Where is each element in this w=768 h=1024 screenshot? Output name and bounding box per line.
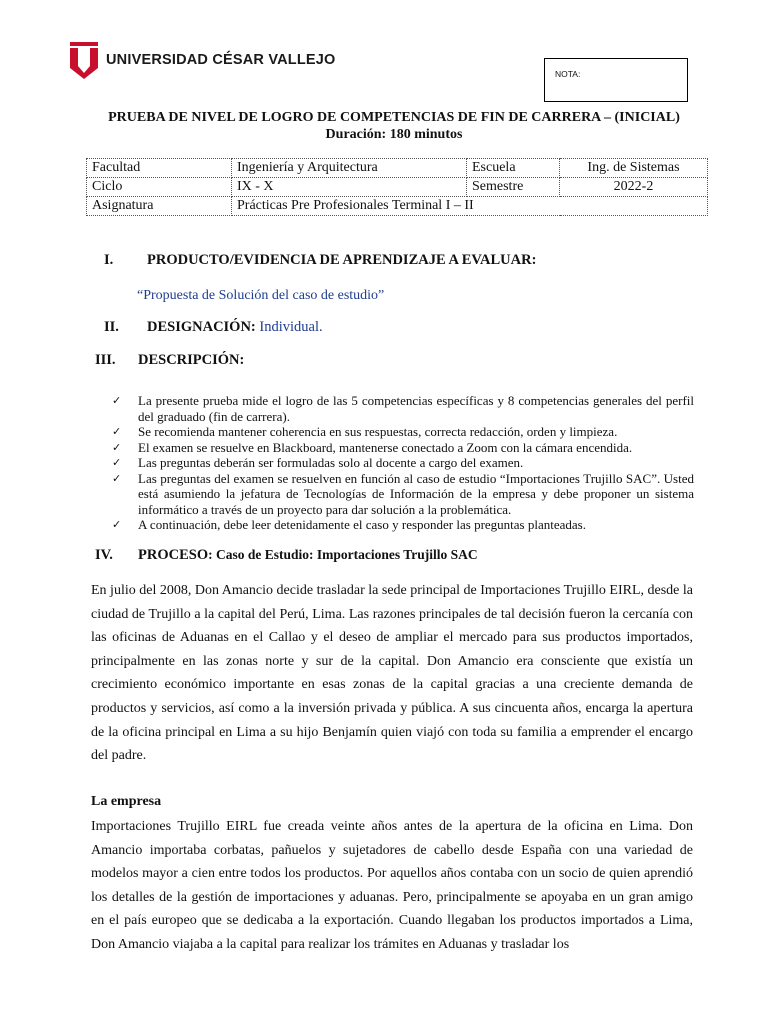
checkmark-icon: ✓	[112, 425, 122, 438]
table-cell: Ing. de Sistemas	[560, 159, 708, 178]
table-cell: Asignatura	[87, 197, 232, 216]
table-cell: Ingeniería y Arquitectura	[232, 159, 467, 178]
section-title-line	[147, 319, 323, 336]
section-title: PRODUCTO/EVIDENCIA DE APRENDIZAJE A EVALUAR:	[147, 252, 537, 268]
table-row	[87, 197, 708, 216]
table-row	[87, 178, 708, 197]
case-paragraph: En julio del 2008, Don Amancio decide trasladar la sede principal de Importaciones Trujillo EIRL, desde la ciudad de Trujillo a la capital del Perú, Lima. Las razones principales de tal decisión fueron la cercanía con las oficinas de Aduanas en el Callao y el deseo de ampliar el mercado para sus productos importados, principalmente en las zonas norte y sur de la capital. Don Amancio era consciente que existía un crecimiento económico importante en esas zonas de la capital gracias a una creciente demanda de productos y servicios, así como a la inversión privada y pública. A sus cincuenta años, encarga la apertura de la oficina principal en Lima a su hijo Benjamín quien viajó con toda su familia a emprender el encargo del padre.	[91, 583, 693, 764]
list-item-text: Las preguntas deberán ser formuladas solo al docente a cargo del examen.	[138, 455, 524, 470]
list-item	[110, 517, 694, 533]
table-cell: Facultad	[87, 159, 232, 178]
list-item	[110, 424, 694, 440]
university-name: UNIVERSIDAD CÉSAR VALLEJO	[106, 52, 336, 68]
table-cell: 2022-2	[560, 178, 708, 197]
exam-duration: Duración: 180 minutos	[325, 127, 463, 142]
list-item-text: Se recomienda mantener coherencia en sus respuestas, correcta redacción, orden y limpieza.	[138, 424, 618, 439]
section-number: IV.	[95, 547, 113, 563]
list-item-text: Las preguntas del examen se resuelven en función al caso de estudio “Importaciones Trujillo SAC”. Usted está asumiendo la jefatura de Tecnologías de Información de la empresa y debe proponer un sistema informático a través de un proyecto para dar solución a la problemática.	[138, 470, 694, 517]
section-title-line	[138, 547, 478, 564]
list-item	[110, 471, 694, 518]
company-paragraph: Importaciones Trujillo EIRL fue creada veinte años antes de la apertura de la oficina en Lima. Don Amancio importaba corbatas, pañuelos y sujetadores de cabello desde España con una variedad de modelos mayor a cien entre todos los productos. Por aquellos años contaba con un socio de quien aprendió los detalles de la gestión de importaciones y aduanas. Pero, principalmente se apoyaba en un gran amigo en el país europeo que se dedicaba a la exportación. Cuando llegaban los productos importados a Lima, Don Amancio viajaba a la capital para realizar los trámites en Aduanas y trasladar los	[91, 819, 693, 952]
grade-label: NOTA:	[555, 69, 581, 79]
product-quote: “Propuesta de Solución del caso de estudio”	[137, 288, 385, 303]
checkmark-icon: ✓	[112, 440, 122, 454]
checkmark-icon: ✓	[112, 518, 122, 531]
section-title: DESIGNACIÓN:	[147, 319, 256, 335]
section-number: I.	[104, 252, 114, 268]
designation-value: Individual.	[259, 319, 323, 335]
grade-box	[544, 58, 688, 102]
section-number: II.	[104, 319, 119, 335]
company-heading: La empresa	[91, 794, 162, 809]
table-cell: Prácticas Pre Profesionales Terminal I – II	[232, 197, 708, 216]
table-cell: Escuela	[467, 159, 560, 178]
section-title: PROCESO	[138, 547, 209, 563]
university-logo	[68, 40, 336, 80]
list-item	[110, 455, 694, 471]
list-item	[110, 440, 694, 456]
list-item-text: La presente prueba mide el logro de las 5 competencias específicas y 8 competencias generales del perfil del graduado (fin de carrera).	[138, 393, 694, 424]
university-shield-icon	[68, 40, 100, 80]
list-item	[110, 393, 694, 424]
list-item-text: A continuación, debe leer detenidamente el caso y responder las preguntas planteadas.	[138, 517, 586, 532]
table-cell: Semestre	[467, 178, 560, 197]
course-info-table	[86, 158, 708, 216]
table-row	[87, 159, 708, 178]
exam-title: PRUEBA DE NIVEL DE LOGRO DE COMPETENCIAS DE FIN DE CARRERA – (INICIAL)	[108, 110, 680, 125]
section-title: DESCRIPCIÓN:	[138, 352, 245, 368]
checkmark-icon: ✓	[112, 471, 122, 485]
checkmark-icon: ✓	[112, 394, 122, 407]
section-number: III.	[95, 352, 116, 368]
checkmark-icon: ✓	[112, 456, 122, 469]
description-list	[110, 393, 694, 533]
table-cell: Ciclo	[87, 178, 232, 197]
section-subtitle: : Caso de Estudio: Importaciones Trujillo SAC	[208, 547, 478, 562]
table-cell: IX - X	[232, 178, 467, 197]
list-item-text: El examen se resuelve en Blackboard, mantenerse conectado a Zoom con la cámara encendida.	[138, 439, 633, 455]
